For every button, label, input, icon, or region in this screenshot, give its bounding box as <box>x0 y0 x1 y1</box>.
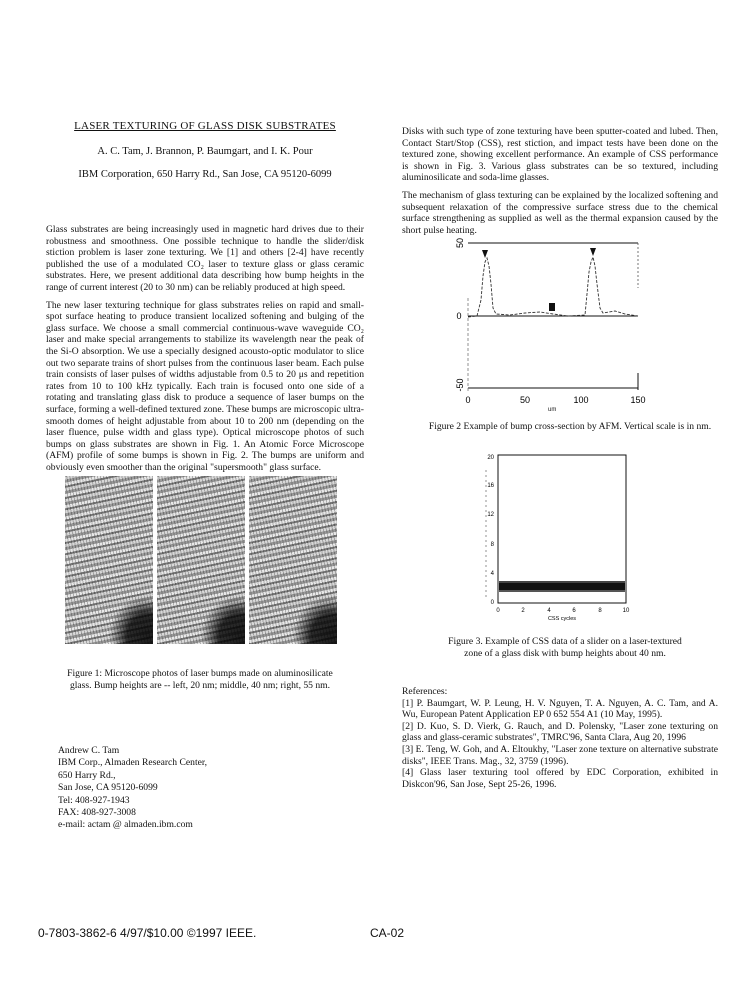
photo-left-20nm <box>65 476 153 644</box>
figure2-x-unit: um <box>548 407 557 413</box>
paragraph-technique: The new laser texturing technique for glass substrates relies on rapid and small-spot surface heating to produce transient localized softening and bulging of the glass surface. We choose a small commercial continuous-wave waveguide CO₂ laser and make special arrangements to stabilize its wavelength near the peak of the Si-O absorption. We use a specially designed acousto-optic modulator to slice out two separate trains of short pulses from the continuous laser beam. Each pulse train consists of laser pulses of widths adjustable from 0.5 to 20 μs and repetition rates from 10 to 100 kHz typically. Each train is focused onto one side of a rotating and translating glass disk to produce a sequence of laser bumps on the surface, forming a well-defined textured zone. These bumps are microscopic ultra-smooth domes of height adjustable from about 10 to 200 nm (depending on the laser fluence, pulse width and glass type). Optical microscope photos of such bumps on glass substrates are shown in Fig. 1. An Atomic Force Microscope (AFM) profile of some bumps is shown in Fig. 2. The bumps are uniform and obviously even smoother than the original "supersmooth" glass surface. <box>46 299 364 473</box>
figure3-caption-line2: zone of a glass disk with bump heights about 40 nm. <box>464 648 666 659</box>
footer-copyright: 0-7803-3862-6 4/97/$10.00 ©1997 IEEE. <box>38 926 257 940</box>
figure1-caption-line1: Figure 1: Microscope photos of laser bumps made on aluminosilicate <box>67 668 333 679</box>
fig2-ytick-50: 50 <box>455 237 465 249</box>
fig3-xtick-4: 4 <box>547 608 551 614</box>
references-heading: References: <box>402 686 448 697</box>
paragraph-css: Disks with such type of zone texturing have been sputter-coated and lubed. Then, Contact Start/Stop (CSS), rest stiction, and impact tests have been done on the textured zone, showing excellent performance. An example of CSS performance is shown in Fig. 3. Various glass substrates can be so textured, including aluminosilicate and soda-lime glasses. <box>402 126 718 184</box>
reference-1: [1] P. Baumgart, W. P. Leung, H. V. Nguyen, T. A. Nguyen, A. C. Tam, and A. Wu, European Patent Application EP 0 652 554 A1 (10 May, 1995). <box>402 697 718 721</box>
reference-4: [4] Glass laser texturing tool offered by EDC Corporation, exhibited in Diskcon'96, San Jose, Sept 25-26, 1996. <box>402 767 718 790</box>
paper-affiliation: IBM Corporation, 650 Harry Rd., San Jose, CA 95120-6099 <box>78 169 332 180</box>
figure2-afm-chart <box>440 228 680 408</box>
contact-org: IBM Corp., Almaden Research Center, <box>58 757 208 769</box>
fig3-xtick-8: 8 <box>598 608 602 614</box>
fig2-xtick-50: 50 <box>519 395 531 405</box>
fig3-xtick-10: 10 <box>622 608 630 614</box>
fig2-ytick-0: 0 <box>456 311 462 321</box>
left-column-body <box>46 224 364 473</box>
figure3-css-chart <box>480 450 640 625</box>
fig3-xtick-6: 6 <box>572 608 576 614</box>
fig3-ytick-8: 8 <box>490 542 494 548</box>
paragraph-mechanism: The mechanism of glass texturing can be explained by the localized softening and subsequent relaxation of the compressive surface stress due to the chemical surface strengthening as supplied as well as the thermal expansion caused by the short pulse heating. <box>402 189 718 236</box>
figure1-caption <box>60 668 340 692</box>
fig3-xlabel: CSS cycles <box>547 616 577 622</box>
fig3-ytick-20: 20 <box>487 455 494 461</box>
marker-peak-2 <box>590 248 596 256</box>
paper-title: LASER TEXTURING OF GLASS DISK SUBSTRATES <box>74 120 336 132</box>
fig2-xtick-100: 100 <box>573 395 589 405</box>
fig3-xtick-0: 0 <box>496 608 500 614</box>
figure1-caption-line2: glass. Bump heights are -- left, 20 nm; middle, 40 nm; right, 55 nm. <box>69 680 331 691</box>
paper-authors: A. C. Tam, J. Brannon, P. Baumgart, and I. K. Pour <box>97 146 313 157</box>
photo-right-55nm <box>249 476 337 644</box>
fig3-ytick-0: 0 <box>490 600 494 606</box>
figure3-caption-line1: Figure 3. Example of CSS data of a slider on a laser-textured <box>448 636 682 647</box>
figure2-caption: Figure 2 Example of bump cross-section by AFM. Vertical scale is in nm. <box>428 421 712 432</box>
contact-city: San Jose, CA 95120-6099 <box>58 782 158 794</box>
references <box>402 686 718 790</box>
fig3-xtick-2: 2 <box>521 608 525 614</box>
figure1-photos <box>65 476 337 644</box>
fig2-xtick-0: 0 <box>465 395 471 405</box>
fig3-ytick-16: 16 <box>487 483 494 489</box>
contact-street: 650 Harry Rd., <box>58 769 116 781</box>
fig2-ytick-neg50: -50 <box>455 378 465 392</box>
reference-2: [2] D. Kuo, S. D. Vierk, G. Rauch, and D. Polensky, "Laser zone texturing on glass and glass-ceramic substrates", TMRC'96, Santa Clara, Aug 20, 1996 <box>402 720 718 744</box>
figure3-caption <box>420 636 710 660</box>
right-column-body <box>402 126 718 236</box>
footer-page-id: CA-02 <box>370 926 405 940</box>
contact-block <box>58 745 207 832</box>
marker-baseline <box>549 303 555 311</box>
paragraph-intro: Glass substrates are being increasingly used in magnetic hard drives due to their robustness and smoothness. One possible technique to handle the slider/disk stiction problem is laser zone texturing. We [1] and others [2-4] have recently published the use of a modulated CO₂ laser to texture glass or glass ceramic substrates. Here, we present additional data describing how bump heights in the range of current interest (20 to 30 nm) can be reliably produced at high speed. <box>46 224 364 293</box>
fig3-ytick-4: 4 <box>490 571 494 577</box>
photo-middle-40nm <box>157 476 245 644</box>
contact-email: e-mail: actam @ almaden.ibm.com <box>58 819 193 831</box>
reference-3: [3] E. Teng, W. Goh, and A. Eltoukhy, "Laser zone texture on alternative substrate disks", IEEE Trans. Mag., 32, 3759 (1996). <box>402 743 718 767</box>
contact-tel: Tel: 408-927-1943 <box>58 794 130 806</box>
contact-name: Andrew C. Tam <box>58 745 120 756</box>
contact-fax: FAX: 408-927-3008 <box>58 807 136 819</box>
fig2-xtick-150: 150 <box>630 395 646 405</box>
fig3-ytick-12: 12 <box>487 512 494 518</box>
